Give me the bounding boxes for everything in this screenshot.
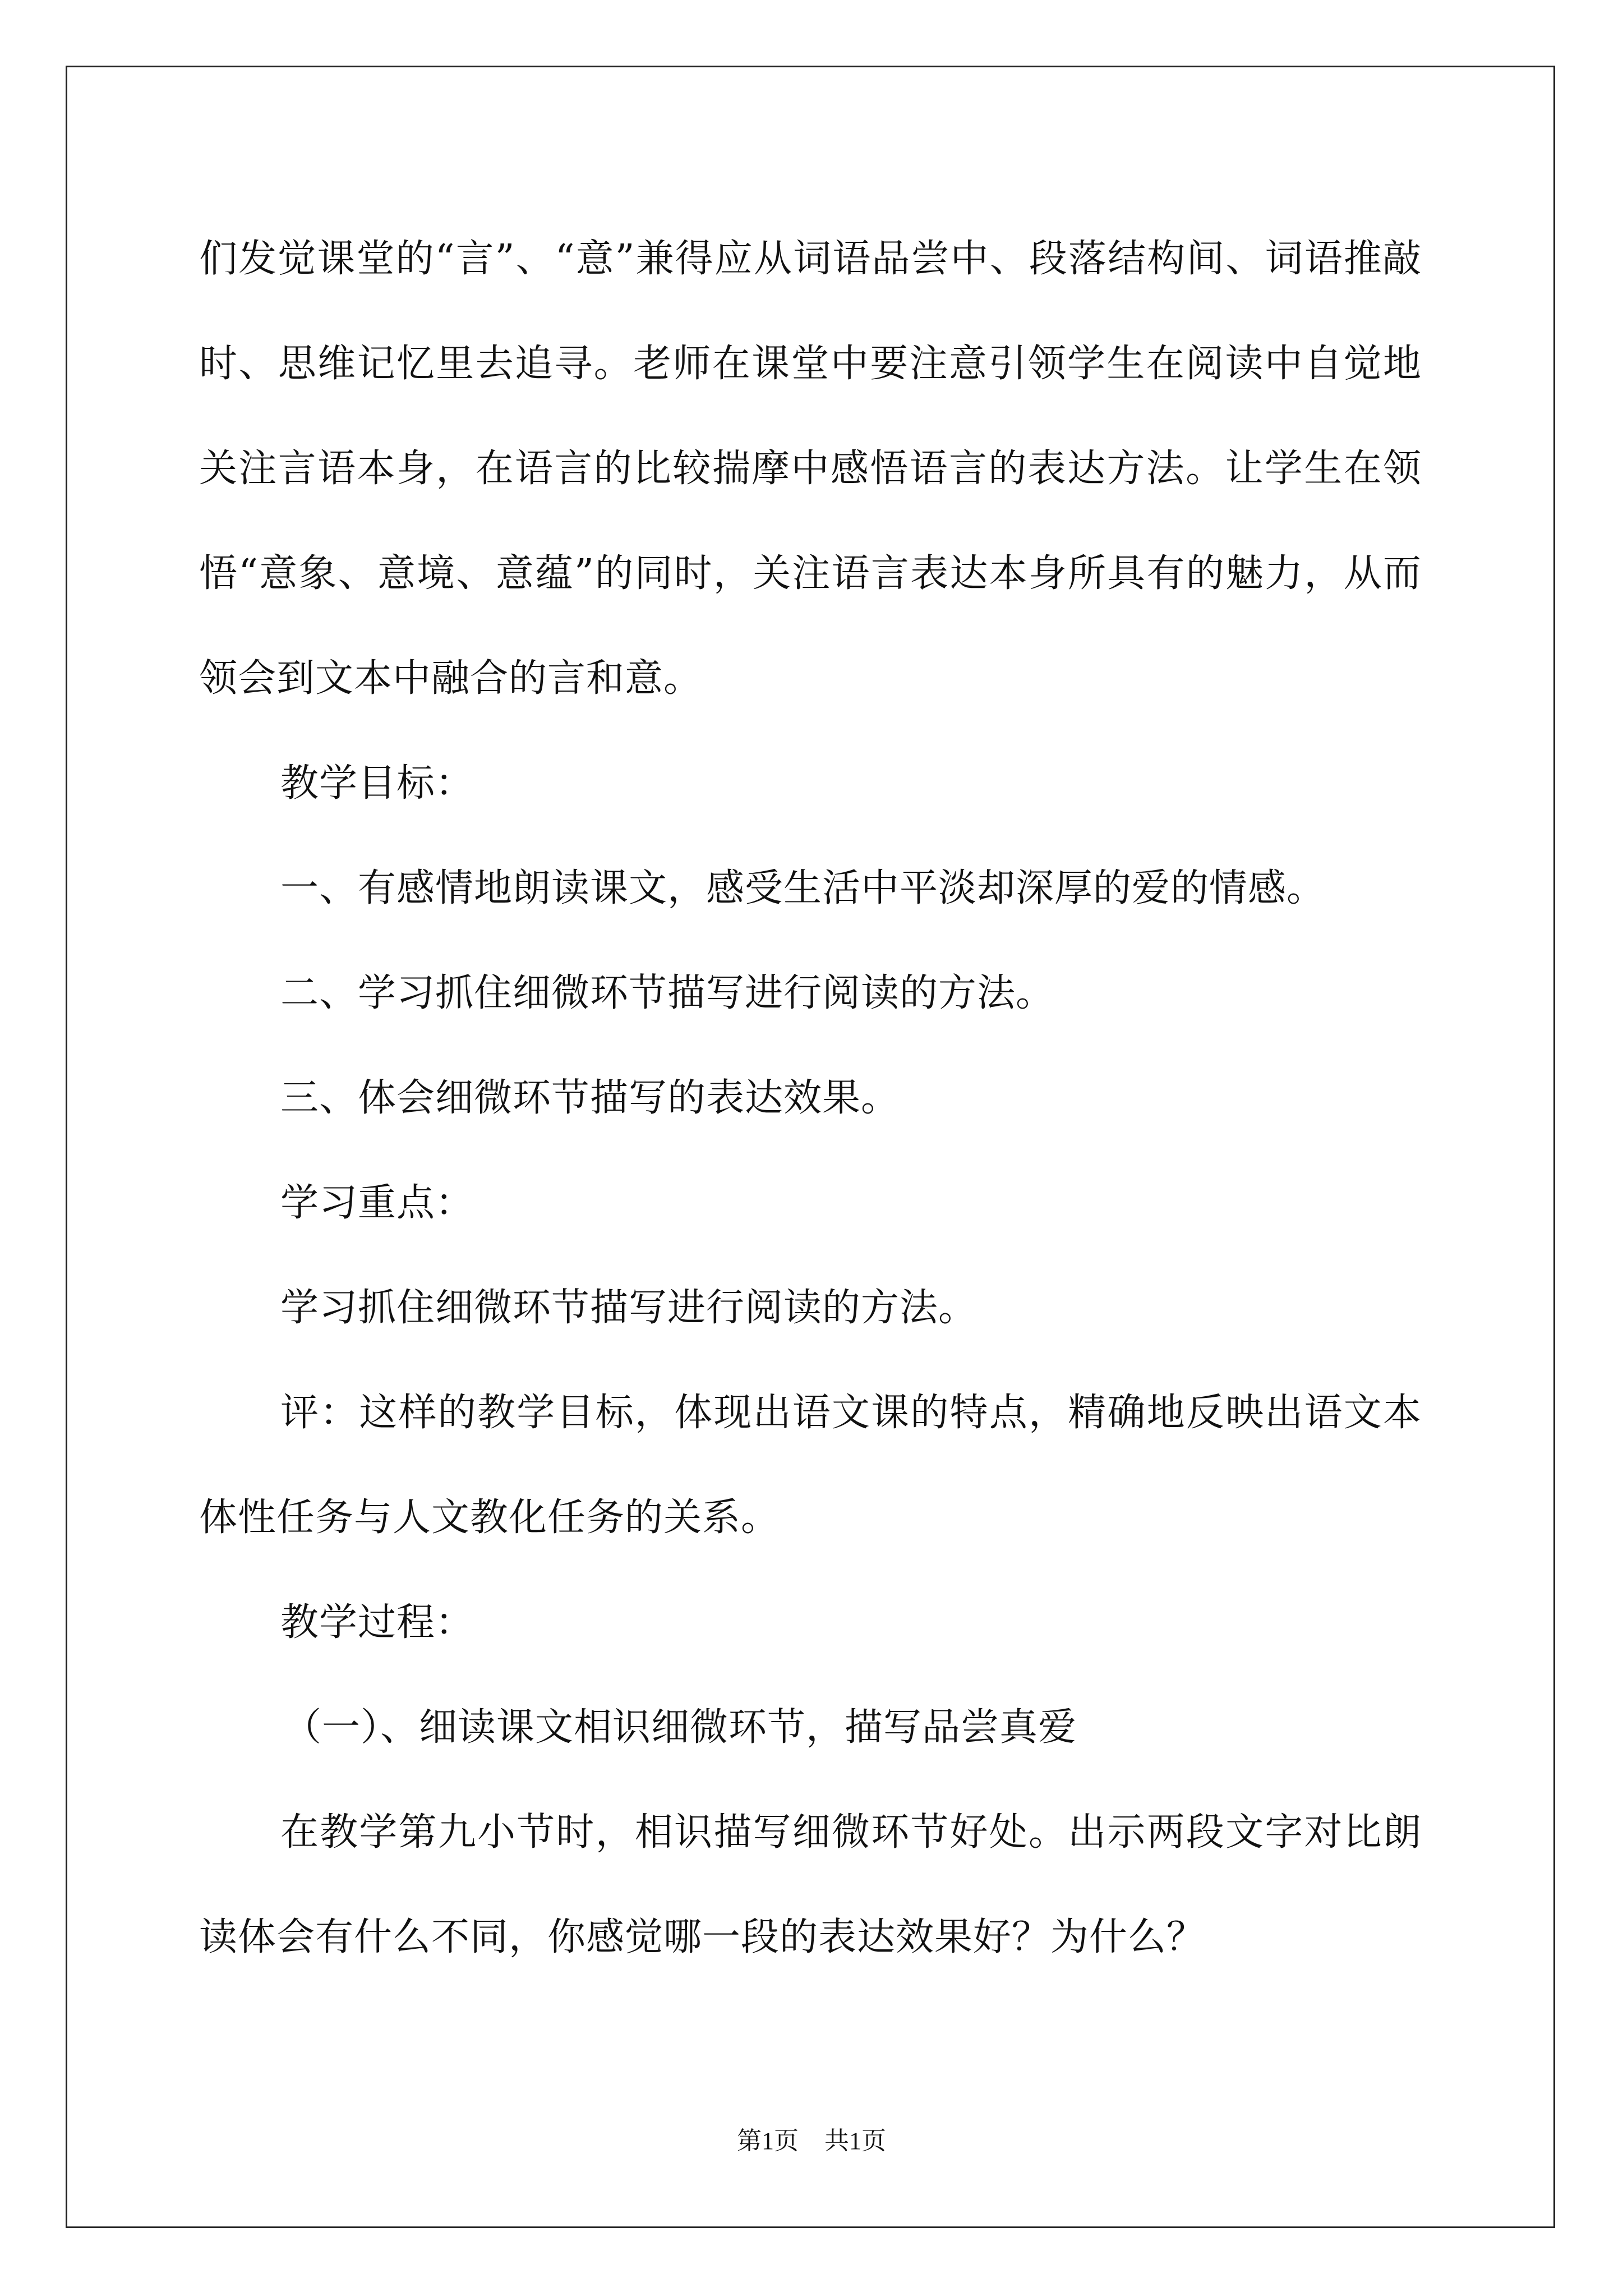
comment-paragraph: 评：这样的教学目标，体现出语文课的特点，精确地反映出语文本体性任务与人文教化任务的关系。 [199,1391,1422,1540]
page-number: 第1页 [737,2127,799,2155]
heading-teaching-goals: 教学目标： [280,761,474,806]
paragraph-intro: 们发觉课堂的“言”、“意”兼得应从词语品尝中、段落结构间、词语推敲时、思维记忆里去追寻。老师在课堂中要注意引领学生在阅读中自觉地关注言语本身，在语言的比较揣摩中感悟语言的表达方法。让学生在领悟“意象、意境、意蕴”的同时，关注语言表达本身所具有的魅力，从而领会到文本中融合的言和意。 [199,237,1422,701]
process-section-1-text: 在教学第九小节时，相识描写细微环节好处。出示两段文字对比朗读体会有什么不同，你感觉哪一段的表达效果好？为什么？ [199,1810,1422,1959]
goal-item-3: 三、体会细微环节描写的表达效果。 [280,1076,900,1120]
page-footer [0,2120,1623,2156]
learning-focus-text: 学习抓住细微环节描写进行阅读的方法。 [280,1286,978,1330]
heading-learning-focus: 学习重点： [280,1181,474,1225]
document-body [199,206,1422,1990]
process-section-1-title: （一）、细读课文相识细微环节，描写品尝真爱 [283,1705,1077,1750]
goal-item-1: 一、有感情地朗读课文，感受生活中平淡却深厚的爱的情感。 [280,866,1326,910]
goal-item-2: 二、学习抓住细微环节描写进行阅读的方法。 [280,971,1055,1015]
heading-teaching-process: 教学过程： [280,1600,474,1645]
page-total: 共1页 [824,2127,886,2155]
